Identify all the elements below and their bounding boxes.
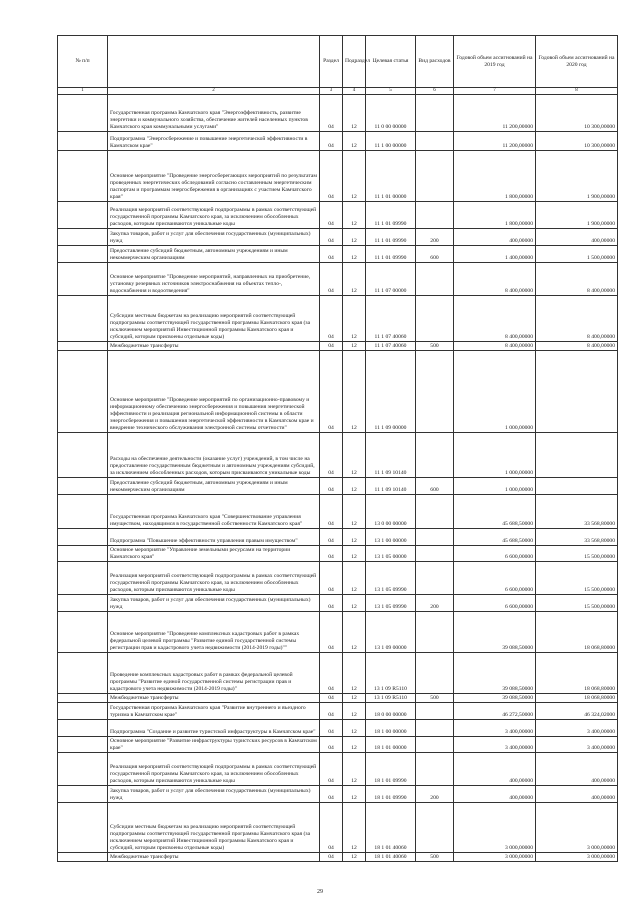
row-number-cell <box>58 529 108 546</box>
row-kind-cell: 200 <box>416 595 454 612</box>
row-2020-cell: 18 068,80000 <box>536 612 618 653</box>
row-kind-cell <box>416 263 454 296</box>
row-subsection-cell: 12 <box>343 853 366 862</box>
row-name-cell: Субсидии местным бюджетам на реализацию мероприятий соответствующей подпрограммы соответствующей государственной программы Камчатского края (за исключением мероприятий Инвестиционной программы Камчатского края и субсидий, которым присвоены отдельные коды) <box>108 803 320 853</box>
row-number-cell <box>58 478 108 495</box>
row-subsection-cell: 12 <box>343 753 366 786</box>
row-article-cell: 11 1 07 40060 <box>366 296 416 342</box>
row-kind-cell <box>416 529 454 546</box>
row-section-cell: 04 <box>320 703 343 720</box>
table-row <box>58 202 618 229</box>
row-article-cell: 11 0 00 00000 <box>366 95 416 132</box>
row-article-cell: 13 1 09 R5110 <box>366 694 416 703</box>
row-2020-cell: 400,00000 <box>536 786 618 803</box>
column-number: 2 <box>108 88 320 95</box>
row-subsection-cell: 12 <box>343 595 366 612</box>
row-number-cell <box>58 653 108 694</box>
row-kind-cell <box>416 612 454 653</box>
row-article-cell: 13 1 05 09990 <box>366 562 416 595</box>
row-2020-cell: 1 900,00000 <box>536 151 618 202</box>
row-subsection-cell: 12 <box>343 132 366 151</box>
row-subsection-cell: 12 <box>343 495 366 529</box>
row-name-cell: Предоставление субсидий бюджетным, автономным учреждениям и иным некоммерческим организациям <box>108 246 320 263</box>
row-2019-cell: 400,00000 <box>454 786 536 803</box>
table-row <box>58 495 618 529</box>
row-number-cell <box>58 562 108 595</box>
row-subsection-cell: 12 <box>343 246 366 263</box>
row-2019-cell: 6 600,00000 <box>454 562 536 595</box>
row-article-cell: 13 1 05 09990 <box>366 595 416 612</box>
row-section-cell: 04 <box>320 132 343 151</box>
page-number: 29 <box>317 889 323 895</box>
row-number-cell <box>58 753 108 786</box>
row-article-cell: 11 1 01 09990 <box>366 246 416 263</box>
row-2019-cell: 45 688,50000 <box>454 529 536 546</box>
row-number-cell <box>58 495 108 529</box>
row-number-cell <box>58 595 108 612</box>
table-row <box>58 653 618 694</box>
row-section-cell: 04 <box>320 546 343 562</box>
column-number: 4 <box>343 88 366 95</box>
row-2020-cell: 18 068,80000 <box>536 694 618 703</box>
row-subsection-cell: 12 <box>343 720 366 737</box>
row-name-cell: Основное мероприятие "Проведение комплексных кадастровых работ в рамках федеральной целевой программы "Развитие единой государственной системы регистрации прав и кадастрового учета недвижимости (2014-2019 годы)"" <box>108 612 320 653</box>
column-header-article: Целевая статья <box>366 36 416 88</box>
table-header-row <box>58 36 618 88</box>
row-section-cell: 04 <box>320 529 343 546</box>
row-article-cell: 18 0 00 00000 <box>366 703 416 720</box>
row-section-cell: 04 <box>320 595 343 612</box>
row-2020-cell: 8 400,00000 <box>536 296 618 342</box>
row-2019-cell: 3 000,00000 <box>454 803 536 853</box>
row-name-cell: Реализация мероприятий соответствующей подпрограммы в рамках соответствующей государственной программы Камчатского края, за исключением обособленных расходов, которым присваиваются уникальные коды <box>108 202 320 229</box>
table-row <box>58 351 618 433</box>
row-section-cell: 04 <box>320 737 343 753</box>
row-2019-cell: 11 200,00000 <box>454 95 536 132</box>
row-section-cell: 04 <box>320 433 343 478</box>
row-number-cell <box>58 342 108 351</box>
column-number-row <box>58 88 618 95</box>
row-subsection-cell: 12 <box>343 229 366 246</box>
row-2019-cell: 3 400,00000 <box>454 720 536 737</box>
row-section-cell: 04 <box>320 478 343 495</box>
row-name-cell: Основное мероприятие "Проведение мероприятий по организационно-правовому и информационному обеспечению энергосбережения и повышения энергетической эффективности и реализация региональной информационной системы в области энергосбережения и повышения энергетической эффективности в Камчатском крае и внедрение технического обслуживания электронной системы отчетности" <box>108 351 320 433</box>
table-row <box>58 703 618 720</box>
row-name-cell: Предоставление субсидий бюджетным, автономным учреждениям и иным некоммерческим организациям <box>108 478 320 495</box>
row-name-cell: Проведение комплексных кадастровых работ в рамках федеральной целевой программы "Развитие единой государственной системы регистрации прав и кадастрового учета недвижимости (2014-2019 годы)" <box>108 653 320 694</box>
row-name-cell: Реализация мероприятий соответствующей подпрограммы в рамках соответствующей государственной программы Камчатского края, за исключением обособленных расходов, которым присваиваются уникальные коды <box>108 753 320 786</box>
table-row <box>58 529 618 546</box>
row-name-cell: Расходы на обеспечение деятельности (оказание услуг) учреждений, в том числе на предоставление государственным бюджетным и автономным учреждениям субсидий, за исключением обособленных расходов, которым присваиваются уникальные коды <box>108 433 320 478</box>
row-2020-cell <box>536 351 618 433</box>
table-row <box>58 433 618 478</box>
column-header-subsection: Подраздел <box>343 36 366 88</box>
row-2020-cell: 400,00000 <box>536 753 618 786</box>
row-section-cell: 04 <box>320 229 343 246</box>
row-section-cell: 04 <box>320 803 343 853</box>
row-article-cell: 11 1 07 40060 <box>366 342 416 351</box>
row-kind-cell <box>416 151 454 202</box>
row-article-cell: 11 1 00 00000 <box>366 132 416 151</box>
row-2020-cell <box>536 478 618 495</box>
row-number-cell <box>58 351 108 433</box>
row-section-cell: 04 <box>320 694 343 703</box>
row-kind-cell <box>416 720 454 737</box>
row-subsection-cell: 12 <box>343 529 366 546</box>
row-number-cell <box>58 433 108 478</box>
row-name-cell: Основное мероприятие "Управление земельными ресурсами на территории Камчатского края" <box>108 546 320 562</box>
row-subsection-cell: 12 <box>343 562 366 595</box>
row-name-cell: Основное мероприятие "Проведение мероприятий, направленных на приобретение, установку резервных источников электроснабжения на объектах тепло-, водоснабжения и водоотведения" <box>108 263 320 296</box>
row-2020-cell: 8 400,00000 <box>536 263 618 296</box>
row-2019-cell: 400,00000 <box>454 753 536 786</box>
row-section-cell: 04 <box>320 653 343 694</box>
column-number: 8 <box>536 88 618 95</box>
row-article-cell: 11 1 01 09990 <box>366 202 416 229</box>
table-row <box>58 95 618 132</box>
row-2019-cell: 1 000,00000 <box>454 351 536 433</box>
table-row <box>58 478 618 495</box>
row-number-cell <box>58 737 108 753</box>
row-subsection-cell: 12 <box>343 296 366 342</box>
row-number-cell <box>58 263 108 296</box>
row-name-cell: Подпрограмма "Повышение эффективности управления правым имуществом" <box>108 529 320 546</box>
row-name-cell: Основное мероприятие "Развитие инфраструктуры туристских ресурсов в Камчатском крае" <box>108 737 320 753</box>
table-row <box>58 546 618 562</box>
column-number: 5 <box>366 88 416 95</box>
row-section-cell: 04 <box>320 562 343 595</box>
row-subsection-cell: 12 <box>343 737 366 753</box>
row-number-cell <box>58 132 108 151</box>
row-kind-cell: 200 <box>416 786 454 803</box>
row-2020-cell: 46 324,02000 <box>536 703 618 720</box>
row-name-cell: Реализация мероприятий соответствующей подпрограммы в рамках соответствующей государственной программы Камчатского края, за исключением обособленных расходов, которым присваиваются уникальные коды <box>108 562 320 595</box>
row-number-cell <box>58 612 108 653</box>
row-number-cell <box>58 229 108 246</box>
row-2020-cell: 400,00000 <box>536 229 618 246</box>
row-2020-cell: 15 500,00000 <box>536 595 618 612</box>
budget-table <box>57 35 618 862</box>
row-kind-cell <box>416 202 454 229</box>
row-2019-cell: 39 088,50000 <box>454 694 536 703</box>
row-kind-cell <box>416 351 454 433</box>
row-subsection-cell: 12 <box>343 433 366 478</box>
row-kind-cell <box>416 95 454 132</box>
row-subsection-cell: 12 <box>343 546 366 562</box>
row-article-cell: 13 1 09 00000 <box>366 612 416 653</box>
row-name-cell: Межбюджетные трансферты <box>108 853 320 862</box>
row-article-cell: 11 1 01 00000 <box>366 151 416 202</box>
row-2019-cell: 8 400,00000 <box>454 296 536 342</box>
row-name-cell: Межбюджетные трансферты <box>108 694 320 703</box>
row-2020-cell <box>536 433 618 478</box>
table-row <box>58 803 618 853</box>
row-kind-cell <box>416 562 454 595</box>
column-number: 6 <box>416 88 454 95</box>
table-row <box>58 720 618 737</box>
row-number-cell <box>58 151 108 202</box>
row-subsection-cell: 12 <box>343 653 366 694</box>
row-article-cell: 11 1 01 09990 <box>366 229 416 246</box>
row-kind-cell <box>416 132 454 151</box>
row-section-cell: 04 <box>320 263 343 296</box>
row-article-cell: 11 1 09 00000 <box>366 351 416 433</box>
row-article-cell: 18 1 01 40060 <box>366 803 416 853</box>
table-row <box>58 612 618 653</box>
row-article-cell: 13 1 09 R5110 <box>366 653 416 694</box>
column-header-2019: Годовой объем ассигнований на 2019 год <box>454 36 536 88</box>
column-header-kind: Вид расходов <box>416 36 454 88</box>
row-name-cell: Межбюджетные трансферты <box>108 342 320 351</box>
row-article-cell: 13 1 05 00000 <box>366 546 416 562</box>
row-subsection-cell: 12 <box>343 478 366 495</box>
row-2019-cell: 39 088,50000 <box>454 612 536 653</box>
row-2019-cell: 400,00000 <box>454 229 536 246</box>
row-subsection-cell: 12 <box>343 351 366 433</box>
table-row <box>58 132 618 151</box>
row-subsection-cell: 12 <box>343 151 366 202</box>
row-number-cell <box>58 703 108 720</box>
row-2020-cell: 3 000,00000 <box>536 853 618 862</box>
row-name-cell: Субсидии местным бюджетам на реализацию мероприятий соответствующей подпрограммы соответствующей государственной программы Камчатского края (за исключением мероприятий Инвестиционной программы Камчатского края и субсидий, которым присвоены отдельные коды) <box>108 296 320 342</box>
table-row <box>58 342 618 351</box>
row-number-cell <box>58 202 108 229</box>
row-2019-cell: 1 800,00000 <box>454 202 536 229</box>
row-name-cell: Основное мероприятие "Проведение энергосберегающих мероприятий по результатам проведенных энергетических обследований согласно составленным энергетическим паспортам и программам энергосбережения в организациях с участием Камчатского края" <box>108 151 320 202</box>
row-kind-cell <box>416 803 454 853</box>
column-header-2020: Годовой объем ассигнований на 2020 год <box>536 36 618 88</box>
row-2020-cell: 10 300,00000 <box>536 95 618 132</box>
row-name-cell: Закупка товаров, работ и услуг для обеспечения государственных (муниципальных) нужд <box>108 595 320 612</box>
row-2020-cell: 3 400,00000 <box>536 720 618 737</box>
row-name-cell: Закупка товаров, работ и услуг для обеспечения государственных (муниципальных) нужд <box>108 229 320 246</box>
column-number: 3 <box>320 88 343 95</box>
table-row <box>58 753 618 786</box>
row-2019-cell: 46 272,50000 <box>454 703 536 720</box>
row-number-cell <box>58 803 108 853</box>
row-2020-cell: 33 568,80000 <box>536 529 618 546</box>
row-2019-cell: 3 400,00000 <box>454 737 536 753</box>
row-2019-cell: 45 688,50000 <box>454 495 536 529</box>
row-subsection-cell: 12 <box>343 703 366 720</box>
row-2020-cell: 8 400,00000 <box>536 342 618 351</box>
row-number-cell <box>58 296 108 342</box>
column-number: 1 <box>58 88 108 95</box>
row-kind-cell: 600 <box>416 478 454 495</box>
row-2019-cell: 8 400,00000 <box>454 342 536 351</box>
table-row <box>58 786 618 803</box>
row-2020-cell: 15 500,00000 <box>536 546 618 562</box>
row-kind-cell <box>416 495 454 529</box>
row-section-cell: 04 <box>320 246 343 263</box>
table-row <box>58 562 618 595</box>
row-2019-cell: 1 800,00000 <box>454 151 536 202</box>
row-kind-cell: 500 <box>416 342 454 351</box>
table-row <box>58 694 618 703</box>
row-article-cell: 11 1 07 00000 <box>366 263 416 296</box>
table-row <box>58 737 618 753</box>
row-section-cell: 04 <box>320 720 343 737</box>
row-kind-cell <box>416 653 454 694</box>
row-name-cell: Подпрограмма "Создание и развитие туристской инфраструктуры в Камчатском крае" <box>108 720 320 737</box>
row-2019-cell: 8 400,00000 <box>454 263 536 296</box>
row-name-cell: Государственная программа Камчатского края "Совершенствование управления имуществом, находящимся в государственной собственности Камчатского края" <box>108 495 320 529</box>
row-section-cell: 04 <box>320 786 343 803</box>
table-body <box>58 95 618 862</box>
row-number-cell <box>58 546 108 562</box>
row-section-cell: 04 <box>320 753 343 786</box>
row-2019-cell: 3 000,00000 <box>454 853 536 862</box>
row-subsection-cell: 12 <box>343 803 366 853</box>
row-kind-cell <box>416 703 454 720</box>
table-row <box>58 263 618 296</box>
row-2020-cell: 15 500,00000 <box>536 562 618 595</box>
row-section-cell: 04 <box>320 351 343 433</box>
row-section-cell: 04 <box>320 612 343 653</box>
row-kind-cell <box>416 737 454 753</box>
column-number: 7 <box>454 88 536 95</box>
row-article-cell: 18 1 01 40060 <box>366 853 416 862</box>
row-kind-cell: 200 <box>416 229 454 246</box>
row-name-cell: Государственная программа Камчатского края "Развитие внутреннего и въездного туризма в Камчатском крае" <box>108 703 320 720</box>
row-2020-cell: 1 500,00000 <box>536 246 618 263</box>
row-number-cell <box>58 720 108 737</box>
row-number-cell <box>58 853 108 862</box>
row-2020-cell: 10 300,00000 <box>536 132 618 151</box>
row-2019-cell: 11 200,00000 <box>454 132 536 151</box>
row-section-cell: 04 <box>320 342 343 351</box>
row-kind-cell <box>416 753 454 786</box>
row-2020-cell: 1 900,00000 <box>536 202 618 229</box>
row-article-cell: 18 1 01 09990 <box>366 786 416 803</box>
row-2019-cell: 1 000,00000 <box>454 433 536 478</box>
table-row <box>58 853 618 862</box>
row-number-cell <box>58 694 108 703</box>
row-subsection-cell: 12 <box>343 202 366 229</box>
row-kind-cell <box>416 433 454 478</box>
row-2020-cell: 3 000,00000 <box>536 803 618 853</box>
table-row <box>58 296 618 342</box>
row-article-cell: 13 1 00 00000 <box>366 529 416 546</box>
row-2019-cell: 1 400,00000 <box>454 246 536 263</box>
table-row <box>58 595 618 612</box>
column-header-section: Раздел <box>320 36 343 88</box>
row-2020-cell: 18 068,80000 <box>536 653 618 694</box>
row-article-cell: 11 1 09 10140 <box>366 478 416 495</box>
row-2019-cell: 39 088,50000 <box>454 653 536 694</box>
row-section-cell: 04 <box>320 296 343 342</box>
row-kind-cell <box>416 296 454 342</box>
row-article-cell: 18 1 00 00000 <box>366 720 416 737</box>
table-row <box>58 229 618 246</box>
row-2020-cell: 3 400,00000 <box>536 737 618 753</box>
row-section-cell: 04 <box>320 853 343 862</box>
row-article-cell: 18 1 01 00000 <box>366 737 416 753</box>
row-subsection-cell: 12 <box>343 342 366 351</box>
row-number-cell <box>58 95 108 132</box>
row-subsection-cell: 12 <box>343 612 366 653</box>
row-2019-cell: 6 600,00000 <box>454 595 536 612</box>
row-name-cell: Подпрограмма "Энергосбережение и повышение энергетической эффективности в Камчатском крае" <box>108 132 320 151</box>
row-kind-cell <box>416 546 454 562</box>
row-article-cell: 18 1 01 09990 <box>366 753 416 786</box>
row-section-cell: 04 <box>320 95 343 132</box>
row-name-cell: Государственная программа Камчатского края "Энергоэффективность, развитие энергетики и коммунального хозяйства, обеспечение жителей населенных пунктов Камчатского края коммунальными услугами" <box>108 95 320 132</box>
row-2019-cell: 1 000,00000 <box>454 478 536 495</box>
row-section-cell: 04 <box>320 495 343 529</box>
row-kind-cell: 600 <box>416 246 454 263</box>
row-number-cell <box>58 246 108 263</box>
row-number-cell <box>58 786 108 803</box>
row-2020-cell: 33 568,80000 <box>536 495 618 529</box>
row-kind-cell: 500 <box>416 694 454 703</box>
row-name-cell: Закупка товаров, работ и услуг для обеспечения государственных (муниципальных) нужд <box>108 786 320 803</box>
row-article-cell: 11 1 09 10140 <box>366 433 416 478</box>
table-row <box>58 151 618 202</box>
row-subsection-cell: 12 <box>343 263 366 296</box>
row-article-cell: 13 0 00 00000 <box>366 495 416 529</box>
row-subsection-cell: 12 <box>343 786 366 803</box>
row-subsection-cell: 12 <box>343 95 366 132</box>
row-kind-cell: 500 <box>416 853 454 862</box>
column-header-number: № п/п <box>58 36 108 88</box>
table-row <box>58 246 618 263</box>
row-section-cell: 04 <box>320 151 343 202</box>
row-2019-cell: 6 600,00000 <box>454 546 536 562</box>
row-subsection-cell: 12 <box>343 694 366 703</box>
row-section-cell: 04 <box>320 202 343 229</box>
column-header-name <box>108 36 320 88</box>
